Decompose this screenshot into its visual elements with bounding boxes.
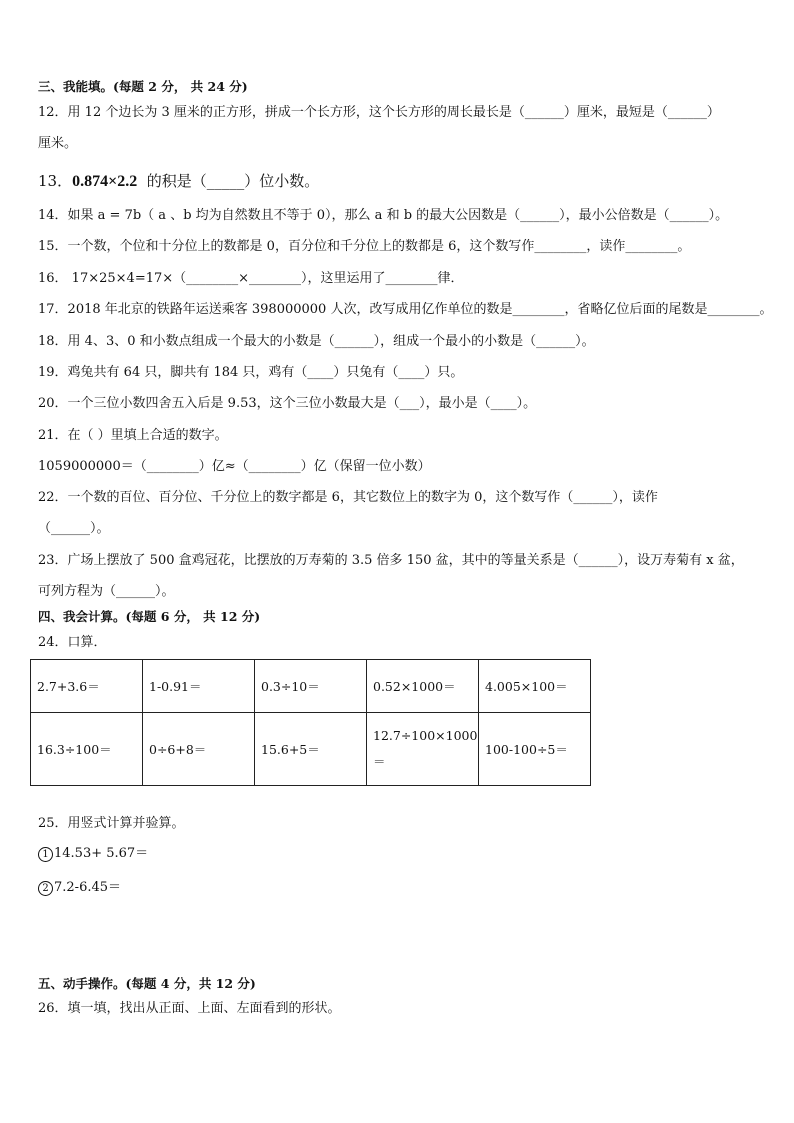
section5-heading: 五、动手操作。(每题 4 分，共 12 分): [38, 976, 256, 991]
q12-line2: 厘米。: [38, 136, 78, 151]
q18: 18．用 4、3、0 和小数点组成一个最大的小数是（______），组成一个最小的小数是（______）。: [38, 334, 595, 349]
q22-line2: （______）。: [38, 521, 110, 536]
table-cell: 1-0.91＝: [143, 660, 255, 713]
q26: 26．填一填，找出从正面、上面、左面看到的形状。: [38, 1001, 341, 1016]
table-cell: 0.3÷10＝: [255, 660, 367, 713]
circled-number-2: 2: [38, 881, 53, 896]
table-cell: 16.3÷100＝: [31, 713, 143, 786]
q25-item2: [38, 879, 764, 897]
q23-line1: 23．广场上摆放了 500 盒鸡冠花，比摆放的万寿菊的 3.5 倍多 150 盆，其中的等量关系是（______），设万寿菊有 x 盆，: [38, 553, 744, 568]
table-cell: 2.7+3.6＝: [31, 660, 143, 713]
q21-line1: 21．在（ ）里填上合适的数字。: [38, 428, 228, 443]
table-cell: 100-100÷5＝: [479, 713, 591, 786]
q13-text: 的积是（_____）位小数。: [146, 172, 320, 190]
q12-line1: 12．用 12 个边长为 3 厘米的正方形，拼成一个长方形，这个长方形的周长最长是（______）厘米，最短是（______）: [38, 105, 720, 120]
mental-math-table: [30, 659, 591, 786]
table-cell: 4.005×100＝: [479, 660, 591, 713]
q13-expression: 0.874×2.2: [72, 173, 138, 190]
table-cell: 15.6+5＝: [255, 713, 367, 786]
circled-number-1: 1: [38, 847, 53, 862]
q25: 25．用竖式计算并验算。: [38, 816, 185, 831]
q24: 24．口算．: [38, 635, 107, 650]
q25-item2-expression: 7.2-6.45＝: [54, 880, 122, 895]
q17: 17．2018 年北京的铁路年运送乘客 398000000 人次，改写成用亿作单位的数是________，省略亿位后面的尾数是________。: [38, 302, 773, 317]
table-row: [31, 713, 591, 786]
q23-line2: 可列方程为（______）。: [38, 584, 175, 599]
q20: 20．一个三位小数四舍五入后是 9.53，这个三位小数最大是（___），最小是（____）。: [38, 396, 537, 411]
table-cell: 0.52×1000＝: [367, 660, 479, 713]
table-row: [31, 660, 591, 713]
q21-line2: 1059000000＝（________）亿≈（________）亿（保留一位小数）: [38, 459, 431, 474]
q22-line1: 22．一个数的百位、百分位、千分位上的数字都是 6，其它数位上的数字为 0，这个数写作（______），读作: [38, 490, 658, 505]
q16: 16． 17×25×4=17×（________×________），这里运用了________律．: [38, 271, 464, 286]
section4-heading: 四、我会计算。(每题 6 分， 共 12 分): [38, 609, 261, 624]
q25-item1: [38, 845, 764, 863]
table-cell: 0÷6+8＝: [143, 713, 255, 786]
table-cell: 12.7÷100×1000＝: [367, 713, 479, 786]
q13: [38, 172, 764, 191]
q13-number: 13．: [38, 172, 73, 190]
q19: 19．鸡兔共有 64 只，脚共有 184 只，鸡有（____）只兔有（____）只。: [38, 365, 464, 380]
q25-item1-expression: 14.53+ 5.67＝: [54, 846, 149, 861]
q15: 15．一个数，个位和十分位上的数都是 0，百分位和千分位上的数都是 6，这个数写作________，读作________。: [38, 239, 691, 254]
section3-heading: 三、我能填。(每题 2 分， 共 24 分): [38, 79, 248, 94]
q14: 14．如果 a = 7b（ a 、b 均为自然数且不等于 0），那么 a 和 b 的最大公因数是（______），最小公倍数是（______）。: [38, 208, 729, 223]
